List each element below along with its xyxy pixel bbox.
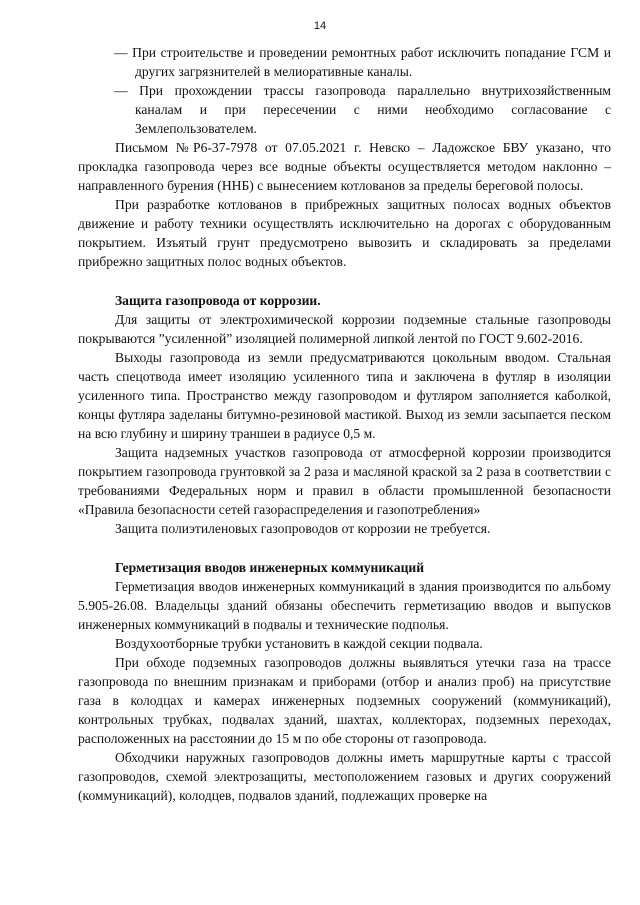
page-content <box>78 43 611 805</box>
paragraph: Обходчики наружных газопроводов должны иметь маршрутные карты с трассой газопроводов, схемой электрозащиты, местоположением газовых и других сооружений (коммуникаций), колодцев, подвалов зданий, подлежащих проверке на <box>78 750 611 803</box>
paragraph: Воздухоотборные трубки установить в каждой секции подвала. <box>115 636 483 651</box>
paragraph: Защита полиэтиленовых газопроводов от коррозии не требуется. <box>115 521 491 536</box>
section-gap <box>78 271 611 291</box>
dash-list-item: — При строительстве и проведении ремонтных работ исключить попадание ГСМ и других загрязнителей в мелиоративные каналы. <box>114 45 611 79</box>
section-heading: Герметизация вводов инженерных коммуникаций <box>115 560 425 575</box>
paragraph: Защита надземных участков газопровода от атмосферной коррозии производится покрытием газопровода грунтовкой за 2 раза и масляной краской за 2 раза в соответствии с требованиями Федеральных норм и правил в области промышленной безопасности «Правила безопасности сетей газораспределения и газопотребления» <box>78 445 611 517</box>
paragraph: Герметизация вводов инженерных коммуникаций в здания производится по альбому 5.905-26.08. Владельцы зданий обязаны обеспечить герметизацию вводов и выпусков инженерных коммуникаций в подвалы и технические подполья. <box>78 579 611 632</box>
paragraph: Письмом №Р6-37-7978 от 07.05.2021 г. Невско – Ладожское БВУ указано, что прокладка газопровода через все водные объекты осуществляется методом наклонно – направленного бурения (ННБ) с вынесением котлованов за пределы береговой полосы. <box>78 140 611 193</box>
section-gap <box>78 538 611 558</box>
paragraph: При обходе подземных газопроводов должны выявляться утечки газа на трассе газопровода по внешним признакам и приборами (отбор и анализ проб) на присутствие газа в колодцах и камерах инженерных подземных сооружений (коммуникаций), контрольных трубках, подвалах зданий, шахтах, коллекторах, подземных переходах, расположенных на расстоянии до 15 м по обе стороны от газопровода. <box>78 655 611 746</box>
paragraph: При разработке котлованов в прибрежных защитных полосах водных объектов движение и работу техники осуществлять исключительно на дорогах с оборудованным покрытием. Изъятый грунт предусмотрено вывозить и складировать за пределами прибрежно защитных полос водных объектов. <box>78 197 611 269</box>
dash-list-item: — При прохождении трассы газопровода параллельно внутрихозяйственным каналам и при пересечении с ними необходимо согласование с Землепользователем. <box>114 83 611 136</box>
section-heading: Защита газопровода от коррозии. <box>115 293 321 308</box>
paragraph: Выходы газопровода из земли предусматриваются цокольным вводом. Стальная часть спецотвода имеет изоляцию усиленного типа и заключена в футляр в изоляции усиленного типа. Пространство между газопроводом и футляром заполняется каболкой, концы футляра заделаны битумно-резиновой мастикой. Выход из земли засыпается песком на всю глубину и ширину траншеи в радиусе 0,5 м. <box>78 350 611 441</box>
page-number: 14 <box>313 20 327 32</box>
paragraph: Для защиты от электрохимической коррозии подземные стальные газопроводы покрываются ”усиленной” изоляцией полимерной липкой лентой по ГОСТ 9.602-2016. <box>78 312 611 346</box>
